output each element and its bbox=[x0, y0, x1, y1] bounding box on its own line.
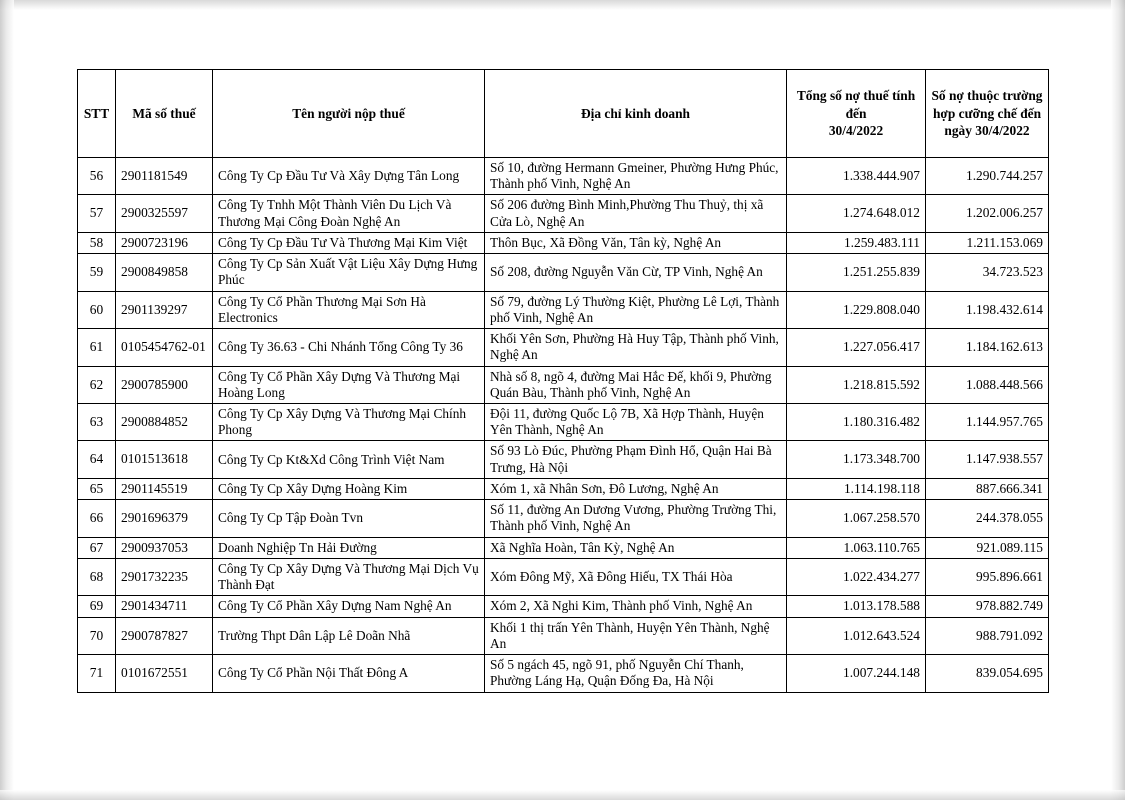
cell-forced-debt: 1.147.938.557 bbox=[926, 441, 1049, 478]
forced-debt-header-line1: Số nợ thuộc trường bbox=[931, 88, 1043, 104]
cell-taxpayer-name: Công Ty Cp Sản Xuất Vật Liệu Xây Dựng Hưng Phúc bbox=[213, 254, 485, 291]
forced-debt-header-line3: ngày 30/4/2022 bbox=[944, 123, 1030, 139]
cell-tax-code: 2901145519 bbox=[116, 478, 213, 499]
table-row bbox=[78, 329, 1049, 366]
table-row bbox=[78, 195, 1049, 232]
cell-business-address: Đội 11, đường Quốc Lộ 7B, Xã Hợp Thành, Huyện Yên Thành, Nghệ An bbox=[485, 403, 787, 440]
cell-business-address: Khối 1 thị trấn Yên Thành, Huyện Yên Thành, Nghệ An bbox=[485, 617, 787, 654]
table-row bbox=[78, 596, 1049, 617]
cell-forced-debt: 1.202.006.257 bbox=[926, 195, 1049, 232]
cell-forced-debt: 34.723.523 bbox=[926, 254, 1049, 291]
cell-total-debt: 1.227.056.417 bbox=[787, 329, 926, 366]
cell-business-address: Xóm Đông Mỹ, Xã Đông Hiếu, TX Thái Hòa bbox=[485, 558, 787, 595]
cell-tax-code: 2900849858 bbox=[116, 254, 213, 291]
table-row bbox=[78, 478, 1049, 499]
cell-total-debt: 1.180.316.482 bbox=[787, 403, 926, 440]
cell-total-debt: 1.229.808.040 bbox=[787, 291, 926, 328]
cell-total-debt: 1.007.244.148 bbox=[787, 655, 926, 692]
cell-business-address: Khối Yên Sơn, Phường Hà Huy Tập, Thành phố Vinh, Nghệ An bbox=[485, 329, 787, 366]
scan-edge-bottom bbox=[0, 790, 1125, 800]
cell-taxpayer-name: Công Ty 36.63 - Chi Nhánh Tổng Công Ty 36 bbox=[213, 329, 485, 366]
cell-business-address: Số 79, đường Lý Thường Kiệt, Phường Lê Lợi, Thành phố Vinh, Nghệ An bbox=[485, 291, 787, 328]
table-row bbox=[78, 558, 1049, 595]
cell-stt: 63 bbox=[78, 403, 116, 440]
cell-business-address: Xã Nghĩa Hoàn, Tân Kỳ, Nghệ An bbox=[485, 537, 787, 558]
cell-taxpayer-name: Công Ty Cp Xây Dựng Hoàng Kim bbox=[213, 478, 485, 499]
cell-business-address: Thôn Bục, Xã Đồng Văn, Tân kỳ, Nghệ An bbox=[485, 232, 787, 253]
cell-total-debt: 1.259.483.111 bbox=[787, 232, 926, 253]
cell-tax-code: 0101672551 bbox=[116, 655, 213, 692]
column-header-taxpayer-name: Tên người nộp thuế bbox=[213, 70, 485, 158]
column-header-stt: STT bbox=[78, 70, 116, 158]
cell-total-debt: 1.067.258.570 bbox=[787, 500, 926, 537]
cell-tax-code: 2901434711 bbox=[116, 596, 213, 617]
cell-stt: 67 bbox=[78, 537, 116, 558]
cell-business-address: Số 93 Lò Đúc, Phường Phạm Đình Hổ, Quận Hai Bà Trưng, Hà Nội bbox=[485, 441, 787, 478]
cell-stt: 58 bbox=[78, 232, 116, 253]
cell-stt: 64 bbox=[78, 441, 116, 478]
table-row bbox=[78, 537, 1049, 558]
column-header-forced-debt bbox=[926, 70, 1049, 158]
cell-total-debt: 1.022.434.277 bbox=[787, 558, 926, 595]
cell-stt: 69 bbox=[78, 596, 116, 617]
cell-forced-debt: 839.054.695 bbox=[926, 655, 1049, 692]
cell-taxpayer-name: Công Ty Cp Xây Dựng Và Thương Mại Chính Phong bbox=[213, 403, 485, 440]
cell-tax-code: 2900787827 bbox=[116, 617, 213, 654]
cell-tax-code: 2901139297 bbox=[116, 291, 213, 328]
table-row bbox=[78, 655, 1049, 692]
scan-edge-left bbox=[0, 0, 14, 800]
cell-forced-debt: 995.896.661 bbox=[926, 558, 1049, 595]
cell-taxpayer-name: Công Ty Cp Đầu Tư Và Thương Mại Kim Việt bbox=[213, 232, 485, 253]
cell-tax-code: 0101513618 bbox=[116, 441, 213, 478]
cell-tax-code: 2901732235 bbox=[116, 558, 213, 595]
cell-business-address: Số 206 đường Bình Minh,Phường Thu Thuỷ, thị xã Cửa Lò, Nghệ An bbox=[485, 195, 787, 232]
table-row bbox=[78, 441, 1049, 478]
tax-debt-table-container bbox=[77, 69, 1048, 693]
cell-taxpayer-name: Công Ty Cp Tập Đoàn Tvn bbox=[213, 500, 485, 537]
total-debt-header-line3: 30/4/2022 bbox=[828, 123, 884, 139]
cell-forced-debt: 978.882.749 bbox=[926, 596, 1049, 617]
cell-forced-debt: 1.088.448.566 bbox=[926, 366, 1049, 403]
cell-taxpayer-name: Công Ty Cổ Phần Thương Mại Sơn Hà Electronics bbox=[213, 291, 485, 328]
cell-tax-code: 2900937053 bbox=[116, 537, 213, 558]
cell-stt: 66 bbox=[78, 500, 116, 537]
cell-forced-debt: 1.290.744.257 bbox=[926, 158, 1049, 195]
cell-total-debt: 1.274.648.012 bbox=[787, 195, 926, 232]
cell-tax-code: 2901181549 bbox=[116, 158, 213, 195]
table-row bbox=[78, 617, 1049, 654]
cell-taxpayer-name: Trường Thpt Dân Lập Lê Doãn Nhã bbox=[213, 617, 485, 654]
cell-stt: 56 bbox=[78, 158, 116, 195]
cell-total-debt: 1.114.198.118 bbox=[787, 478, 926, 499]
cell-business-address: Số 5 ngách 45, ngõ 91, phố Nguyễn Chí Thanh, Phường Láng Hạ, Quận Đống Đa, Hà Nội bbox=[485, 655, 787, 692]
cell-forced-debt: 1.144.957.765 bbox=[926, 403, 1049, 440]
cell-tax-code: 2900785900 bbox=[116, 366, 213, 403]
column-header-tax-code: Mã số thuế bbox=[116, 70, 213, 158]
cell-stt: 62 bbox=[78, 366, 116, 403]
cell-stt: 71 bbox=[78, 655, 116, 692]
cell-total-debt: 1.013.178.588 bbox=[787, 596, 926, 617]
cell-total-debt: 1.173.348.700 bbox=[787, 441, 926, 478]
cell-taxpayer-name: Doanh Nghiệp Tn Hải Đường bbox=[213, 537, 485, 558]
table-row bbox=[78, 403, 1049, 440]
tax-debt-table bbox=[77, 69, 1049, 693]
table-row bbox=[78, 254, 1049, 291]
column-header-business-address: Địa chỉ kinh doanh bbox=[485, 70, 787, 158]
table-header-row bbox=[78, 70, 1049, 158]
cell-stt: 70 bbox=[78, 617, 116, 654]
scan-edge-right bbox=[1111, 0, 1125, 800]
scan-edge-top bbox=[0, 0, 1125, 10]
cell-stt: 65 bbox=[78, 478, 116, 499]
cell-forced-debt: 887.666.341 bbox=[926, 478, 1049, 499]
cell-taxpayer-name: Công Ty Cp Xây Dựng Và Thương Mại Dịch Vụ Thành Đạt bbox=[213, 558, 485, 595]
cell-taxpayer-name: Công Ty Cổ Phần Nội Thất Đông A bbox=[213, 655, 485, 692]
table-header bbox=[78, 70, 1049, 158]
cell-business-address: Số 208, đường Nguyễn Văn Cừ, TP Vinh, Nghệ An bbox=[485, 254, 787, 291]
cell-total-debt: 1.063.110.765 bbox=[787, 537, 926, 558]
cell-business-address: Xóm 2, Xã Nghi Kim, Thành phố Vinh, Nghệ An bbox=[485, 596, 787, 617]
cell-total-debt: 1.338.444.907 bbox=[787, 158, 926, 195]
table-row bbox=[78, 500, 1049, 537]
cell-forced-debt: 988.791.092 bbox=[926, 617, 1049, 654]
cell-stt: 68 bbox=[78, 558, 116, 595]
cell-stt: 59 bbox=[78, 254, 116, 291]
cell-stt: 61 bbox=[78, 329, 116, 366]
table-body bbox=[78, 158, 1049, 693]
cell-business-address: Xóm 1, xã Nhân Sơn, Đô Lương, Nghệ An bbox=[485, 478, 787, 499]
table-row bbox=[78, 291, 1049, 328]
cell-tax-code: 2900325597 bbox=[116, 195, 213, 232]
cell-business-address: Số 10, đường Hermann Gmeiner, Phường Hưng Phúc, Thành phố Vinh, Nghệ An bbox=[485, 158, 787, 195]
cell-tax-code: 2900723196 bbox=[116, 232, 213, 253]
cell-forced-debt: 1.198.432.614 bbox=[926, 291, 1049, 328]
cell-forced-debt: 921.089.115 bbox=[926, 537, 1049, 558]
cell-forced-debt: 1.211.153.069 bbox=[926, 232, 1049, 253]
forced-debt-header-line2: hợp cưỡng chế đến bbox=[932, 105, 1042, 121]
cell-stt: 60 bbox=[78, 291, 116, 328]
column-header-total-debt bbox=[787, 70, 926, 158]
total-debt-header-line2: đến bbox=[845, 105, 867, 121]
cell-tax-code: 2900884852 bbox=[116, 403, 213, 440]
cell-total-debt: 1.251.255.839 bbox=[787, 254, 926, 291]
total-debt-header-line1: Tổng số nợ thuế tính bbox=[796, 88, 916, 104]
cell-total-debt: 1.012.643.524 bbox=[787, 617, 926, 654]
cell-taxpayer-name: Công Ty Cp Kt&Xd Công Trình Việt Nam bbox=[213, 441, 485, 478]
cell-tax-code: 0105454762-01 bbox=[116, 329, 213, 366]
table-row bbox=[78, 366, 1049, 403]
cell-taxpayer-name: Công Ty Cổ Phần Xây Dựng Nam Nghệ An bbox=[213, 596, 485, 617]
cell-taxpayer-name: Công Ty Tnhh Một Thành Viên Du Lịch Và Thương Mại Công Đoàn Nghệ An bbox=[213, 195, 485, 232]
table-row bbox=[78, 158, 1049, 195]
cell-total-debt: 1.218.815.592 bbox=[787, 366, 926, 403]
cell-forced-debt: 244.378.055 bbox=[926, 500, 1049, 537]
cell-tax-code: 2901696379 bbox=[116, 500, 213, 537]
cell-taxpayer-name: Công Ty Cổ Phần Xây Dựng Và Thương Mại Hoàng Long bbox=[213, 366, 485, 403]
cell-forced-debt: 1.184.162.613 bbox=[926, 329, 1049, 366]
cell-taxpayer-name: Công Ty Cp Đầu Tư Và Xây Dựng Tân Long bbox=[213, 158, 485, 195]
table-row bbox=[78, 232, 1049, 253]
cell-stt: 57 bbox=[78, 195, 116, 232]
cell-business-address: Số 11, đường An Dương Vương, Phường Trường Thi, Thành phố Vinh, Nghệ An bbox=[485, 500, 787, 537]
cell-business-address: Nhà số 8, ngõ 4, đường Mai Hắc Đế, khối 9, Phường Quán Bàu, Thành phố Vinh, Nghệ An bbox=[485, 366, 787, 403]
